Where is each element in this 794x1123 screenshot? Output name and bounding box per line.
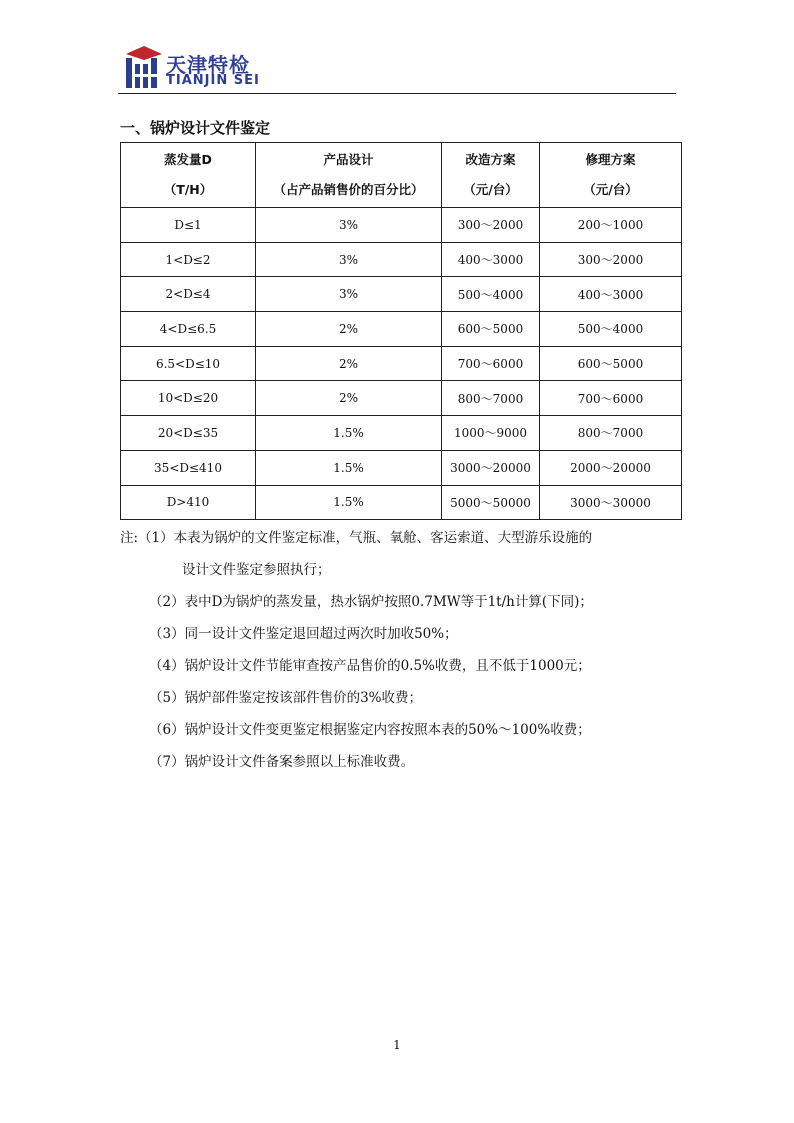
- cell-repair-fee: 3000～30000: [540, 485, 682, 520]
- cell-evaporation: 6.5<D≤10: [121, 346, 256, 381]
- table-row: [121, 312, 682, 347]
- table-row: [121, 346, 682, 381]
- cell-modification-fee: 500～4000: [442, 277, 540, 312]
- cell-repair-fee: 800～7000: [540, 416, 682, 451]
- cell-design-percent: 3%: [256, 242, 442, 277]
- cell-modification-fee: 800～7000: [442, 381, 540, 416]
- cell-modification-fee: 3000～20000: [442, 450, 540, 485]
- fee-table: [120, 142, 682, 520]
- cell-design-percent: 1.5%: [256, 450, 442, 485]
- cell-evaporation: D>410: [121, 485, 256, 520]
- cell-repair-fee: 600～5000: [540, 346, 682, 381]
- note-5: （5）锅炉部件鉴定按该部件售价的3%收费；: [149, 690, 423, 706]
- cell-repair-fee: 300～2000: [540, 242, 682, 277]
- cell-evaporation: 20<D≤35: [121, 416, 256, 451]
- cell-design-percent: 2%: [256, 346, 442, 381]
- table-row: [121, 381, 682, 416]
- page-number: 1: [393, 1038, 401, 1052]
- note-4: （4）锅炉设计文件节能审查按产品售价的0.5%收费，且不低于1000元；: [149, 658, 591, 674]
- note-2: （2）表中D为锅炉的蒸发量，热水锅炉按照0.7MW等于1t/h计算(下同)；: [149, 594, 593, 610]
- cell-modification-fee: 5000～50000: [442, 485, 540, 520]
- note-7: （7）锅炉设计文件备案参照以上标准收费。: [149, 754, 415, 770]
- cell-design-percent: 2%: [256, 381, 442, 416]
- header-modification-plan: 改造方案 （元/台）: [442, 143, 540, 208]
- cell-evaporation: 2<D≤4: [121, 277, 256, 312]
- cell-design-percent: 3%: [256, 277, 442, 312]
- cell-evaporation: D≤1: [121, 208, 256, 243]
- notes-section: [120, 522, 680, 778]
- table-row: [121, 208, 682, 243]
- note-1: 注:（1）本表为锅炉的文件鉴定标准，气瓶、氧舱、客运索道、大型游乐设施的: [120, 530, 593, 546]
- cell-design-percent: 3%: [256, 208, 442, 243]
- note-6: （6）锅炉设计文件变更鉴定根据鉴定内容按照本表的50%～100%收费；: [149, 722, 591, 738]
- logo-company-name-en: TIANJIN SEI: [166, 73, 260, 88]
- cell-modification-fee: 600～5000: [442, 312, 540, 347]
- section-title: 一、锅炉设计文件鉴定: [120, 119, 271, 137]
- cell-design-percent: 1.5%: [256, 416, 442, 451]
- cell-evaporation: 10<D≤20: [121, 381, 256, 416]
- cell-design-percent: 2%: [256, 312, 442, 347]
- header-repair-plan: 修理方案 （元/台）: [540, 143, 682, 208]
- cell-modification-fee: 700～6000: [442, 346, 540, 381]
- note-3: （3）同一设计文件鉴定退回超过两次时加收50%；: [149, 626, 458, 642]
- cell-repair-fee: 700～6000: [540, 381, 682, 416]
- cell-design-percent: 1.5%: [256, 485, 442, 520]
- cell-modification-fee: 300～2000: [442, 208, 540, 243]
- cell-modification-fee: 400～3000: [442, 242, 540, 277]
- company-logo: [124, 44, 274, 92]
- logo-company-name: 天津特检: [166, 53, 250, 77]
- table-row: [121, 242, 682, 277]
- cell-repair-fee: 2000～20000: [540, 450, 682, 485]
- table-row: [121, 485, 682, 520]
- cell-evaporation: 35<D≤410: [121, 450, 256, 485]
- table-row: [121, 450, 682, 485]
- table-row: [121, 416, 682, 451]
- header-divider: [118, 93, 676, 94]
- cell-modification-fee: 1000～9000: [442, 416, 540, 451]
- note-1-continuation: 设计文件鉴定参照执行；: [182, 562, 331, 578]
- header-product-design: 产品设计 （占产品销售价的百分比）: [256, 143, 442, 208]
- table-header-row: [121, 143, 682, 208]
- sei-logo-icon: [124, 44, 164, 90]
- table-row: [121, 277, 682, 312]
- cell-evaporation: 1<D≤2: [121, 242, 256, 277]
- cell-repair-fee: 400～3000: [540, 277, 682, 312]
- header-evaporation: 蒸发量D （T/H）: [121, 143, 256, 208]
- cell-repair-fee: 500～4000: [540, 312, 682, 347]
- cell-repair-fee: 200～1000: [540, 208, 682, 243]
- cell-evaporation: 4<D≤6.5: [121, 312, 256, 347]
